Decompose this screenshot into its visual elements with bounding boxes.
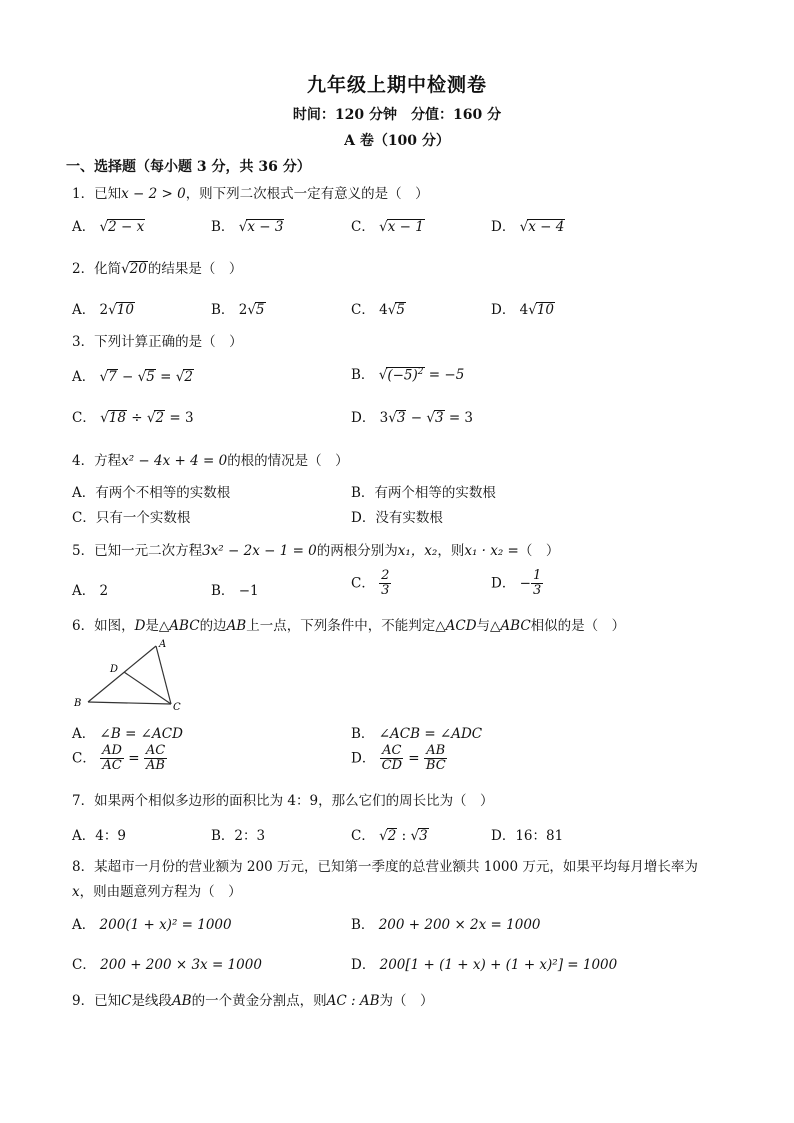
q5-option-a[interactable]: A． 2 [72, 583, 109, 599]
q8-option-d[interactable]: D． 200[1 + (1 + x) + (1 + x)²] = 1000 [351, 957, 618, 973]
label-a: A [159, 639, 167, 650]
q2-option-c[interactable]: C． 4√5 [351, 302, 405, 318]
q2-option-a[interactable]: A． 2√10 [72, 302, 134, 318]
q4-option-b[interactable]: B．有两个相等的实数根 [351, 485, 496, 501]
q7-option-b[interactable]: B．2：3 [211, 828, 266, 844]
question-3: 3．下列计算正确的是（ ） [72, 334, 243, 350]
label-b: B [74, 698, 82, 709]
q1-option-a[interactable]: A． √2 − x [72, 219, 145, 235]
question-7: 7．如果两个相似多边形的面积比为 4：9，那么它们的周长比为（ ） [72, 793, 494, 809]
q4-option-c[interactable]: C．只有一个实数根 [72, 510, 191, 526]
q5-option-c[interactable]: C． $\frac{2}{3}$ [351, 568, 390, 599]
q3-option-b[interactable]: B． $√(-5)^2 = -5$ [351, 366, 465, 383]
q5-option-b[interactable]: B． −1 [211, 583, 259, 599]
q6-option-a[interactable]: A． ∠B = ∠ACD [72, 726, 183, 742]
question-9: 9．已知C是线段AB的一个黄金分割点，则AC : AB为（ ） [72, 993, 434, 1009]
q2-option-d[interactable]: D． 4√10 [491, 302, 555, 318]
side-bc [88, 702, 171, 704]
question-8-line-2: x，则由题意列方程为（ ） [72, 884, 242, 900]
q8-option-a[interactable]: A． 200(1 + x)² = 1000 [72, 917, 232, 933]
q1-option-c[interactable]: C． √x − 1 [351, 219, 424, 235]
q3-option-a[interactable]: A． √7 − √5 = √2 [72, 369, 193, 385]
q7-option-d[interactable]: D．16：81 [491, 828, 564, 844]
q7-option-c[interactable]: C． √2 : √3 [351, 828, 428, 844]
side-ba [88, 646, 156, 702]
q8-option-b[interactable]: B． 200 + 200 × 2x = 1000 [351, 917, 541, 933]
q1-option-d[interactable]: D． √x − 4 [491, 219, 565, 235]
q4-option-a[interactable]: A．有两个不相等的实数根 [72, 485, 231, 501]
question-1: 1．已知x − 2 > 0，则下列二次根式一定有意义的是（ ） [72, 186, 429, 202]
q6-option-c[interactable]: C． $\frac{AD}{AC}$ = $\frac{AC}{AB}$ [72, 743, 166, 774]
q8-option-c[interactable]: C． 200 + 200 × 3x = 1000 [72, 957, 262, 973]
q7-option-a[interactable]: A．4：9 [72, 828, 126, 844]
label-c: C [173, 702, 181, 713]
q6-option-d[interactable]: D． $\frac{AC}{CD}$ = $\frac{AB}{BC}$ [351, 743, 446, 774]
q1-option-b[interactable]: B． √x − 3 [211, 219, 284, 235]
question-6: 6．如图，D是△ABC的边AB上一点，下列条件中，不能判定△ACD与△ABC相似的是（ ） [72, 618, 626, 634]
question-2: 2．化简√20的结果是（ ） [72, 261, 243, 277]
page-title: 九年级上期中检测卷 [306, 74, 487, 96]
time-score-line: 时间：120 分钟 分值：160 分 [292, 107, 502, 123]
q3-option-d[interactable]: D． 3√3 − √3 = 3 [351, 410, 474, 426]
label-d: D [110, 664, 119, 675]
part-heading: A 卷（100 分） [344, 133, 450, 149]
q4-option-d[interactable]: D．没有实数根 [351, 510, 443, 526]
q5-option-d[interactable]: D． − $\frac{1}{3}$ [491, 568, 542, 599]
question-4: 4．方程x² − 4x + 4 = 0的根的情况是（ ） [72, 453, 349, 469]
question-5: 5．已知一元二次方程3x² − 2x − 1 = 0的两根分别为x₁，x₂，则x₁ · x₂ =（ ） [72, 543, 560, 559]
q2-option-b[interactable]: B． 2√5 [211, 302, 265, 318]
q6-option-b[interactable]: B． ∠ACB = ∠ADC [351, 726, 483, 742]
triangle-figure [68, 636, 198, 716]
question-8: 8．某超市一月份的营业额为 200 万元，已知第一季度的总营业额共 1000 万元，如果平均每月增长率为 [72, 859, 698, 875]
section-heading: 一、选择题（每小题 3 分，共 36 分） [66, 159, 311, 175]
q3-option-c[interactable]: C． √18 ÷ √2 = 3 [72, 410, 194, 426]
